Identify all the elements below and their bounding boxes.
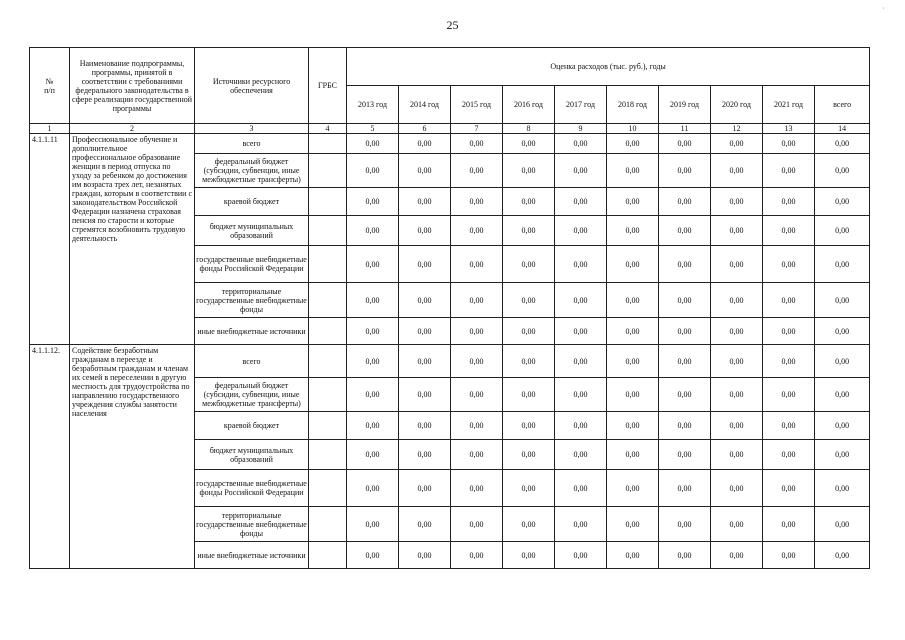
- value-cell: 0,00: [659, 154, 711, 188]
- value-cell: 0,00: [503, 154, 555, 188]
- section-code: 4.1.1.11: [30, 134, 70, 345]
- table-row: [30, 345, 870, 378]
- value-cell: 0,00: [399, 216, 451, 246]
- value-cell: 0,00: [347, 470, 399, 507]
- value-cell: 0,00: [555, 345, 607, 378]
- value-cell: 0,00: [503, 507, 555, 542]
- value-cell: 0,00: [503, 246, 555, 283]
- grbs-cell: [309, 154, 347, 188]
- header-sources: Источники ресурсного обеспечения: [195, 48, 309, 124]
- value-cell: 0,00: [399, 378, 451, 412]
- value-cell: 0,00: [607, 318, 659, 345]
- value-cell: 0,00: [555, 542, 607, 569]
- grbs-cell: [309, 188, 347, 216]
- budget-table: [29, 47, 870, 569]
- header-name: Наименование подпрограммы, программы, принятой в соответствии с требованиями федерального законодательства в сфере реализации государственной программы: [70, 48, 195, 124]
- grbs-cell: [309, 345, 347, 378]
- value-cell: 0,00: [503, 188, 555, 216]
- header-year: 2017 год: [555, 86, 607, 124]
- value-cell: 0,00: [503, 283, 555, 318]
- value-cell: 0,00: [659, 134, 711, 154]
- value-cell: 0,00: [503, 412, 555, 440]
- value-cell: 0,00: [711, 154, 763, 188]
- column-number: 10: [607, 124, 659, 134]
- value-cell: 0,00: [763, 345, 815, 378]
- value-cell: 0,00: [451, 246, 503, 283]
- value-cell: 0,00: [399, 412, 451, 440]
- value-cell: 0,00: [347, 412, 399, 440]
- value-cell: 0,00: [763, 470, 815, 507]
- funding-source: территориальные государственные внебюджетные фонды: [195, 507, 309, 542]
- value-cell: 0,00: [555, 378, 607, 412]
- value-cell: 0,00: [347, 440, 399, 470]
- value-cell: 0,00: [607, 542, 659, 569]
- value-cell: 0,00: [555, 318, 607, 345]
- value-cell: 0,00: [451, 283, 503, 318]
- value-cell: 0,00: [815, 542, 870, 569]
- value-cell: 0,00: [711, 378, 763, 412]
- value-cell: 0,00: [399, 345, 451, 378]
- value-cell: 0,00: [659, 542, 711, 569]
- value-cell: 0,00: [555, 412, 607, 440]
- value-cell: 0,00: [711, 134, 763, 154]
- grbs-cell: [309, 542, 347, 569]
- value-cell: 0,00: [763, 507, 815, 542]
- column-number: 4: [309, 124, 347, 134]
- value-cell: 0,00: [347, 283, 399, 318]
- value-cell: 0,00: [607, 188, 659, 216]
- funding-source: всего: [195, 345, 309, 378]
- value-cell: 0,00: [399, 440, 451, 470]
- value-cell: 0,00: [815, 345, 870, 378]
- value-cell: 0,00: [815, 440, 870, 470]
- header-year: 2013 год: [347, 86, 399, 124]
- value-cell: 0,00: [763, 283, 815, 318]
- value-cell: 0,00: [451, 378, 503, 412]
- funding-source: иные внебюджетные источники: [195, 318, 309, 345]
- funding-source: всего: [195, 134, 309, 154]
- funding-source: краевой бюджет: [195, 188, 309, 216]
- value-cell: 0,00: [659, 507, 711, 542]
- value-cell: 0,00: [503, 345, 555, 378]
- value-cell: 0,00: [451, 216, 503, 246]
- header-year: 2016 год: [503, 86, 555, 124]
- grbs-cell: [309, 318, 347, 345]
- value-cell: 0,00: [711, 188, 763, 216]
- value-cell: 0,00: [451, 542, 503, 569]
- grbs-cell: [309, 378, 347, 412]
- corner-mark: ˙: [882, 6, 885, 15]
- section-code: 4.1.1.12.: [30, 345, 70, 569]
- value-cell: 0,00: [711, 440, 763, 470]
- value-cell: 0,00: [555, 134, 607, 154]
- funding-source: бюджет муниципальных образований: [195, 216, 309, 246]
- value-cell: 0,00: [815, 216, 870, 246]
- value-cell: 0,00: [659, 470, 711, 507]
- value-cell: 0,00: [555, 283, 607, 318]
- column-number: 9: [555, 124, 607, 134]
- value-cell: 0,00: [503, 318, 555, 345]
- value-cell: 0,00: [763, 134, 815, 154]
- table-row: [30, 134, 870, 154]
- value-cell: 0,00: [815, 283, 870, 318]
- value-cell: 0,00: [503, 542, 555, 569]
- value-cell: 0,00: [815, 470, 870, 507]
- value-cell: 0,00: [555, 470, 607, 507]
- value-cell: 0,00: [503, 378, 555, 412]
- value-cell: 0,00: [607, 283, 659, 318]
- grbs-cell: [309, 216, 347, 246]
- value-cell: 0,00: [451, 412, 503, 440]
- header-year: 2020 год: [711, 86, 763, 124]
- value-cell: 0,00: [347, 507, 399, 542]
- value-cell: 0,00: [763, 246, 815, 283]
- value-cell: 0,00: [555, 246, 607, 283]
- value-cell: 0,00: [607, 412, 659, 440]
- value-cell: 0,00: [399, 470, 451, 507]
- value-cell: 0,00: [347, 542, 399, 569]
- header-year: 2021 год: [763, 86, 815, 124]
- value-cell: 0,00: [451, 134, 503, 154]
- value-cell: 0,00: [451, 318, 503, 345]
- value-cell: 0,00: [555, 188, 607, 216]
- value-cell: 0,00: [763, 542, 815, 569]
- value-cell: 0,00: [815, 188, 870, 216]
- value-cell: 0,00: [659, 345, 711, 378]
- value-cell: 0,00: [451, 440, 503, 470]
- column-number: 2: [70, 124, 195, 134]
- value-cell: 0,00: [763, 216, 815, 246]
- value-cell: 0,00: [763, 378, 815, 412]
- column-number: 14: [815, 124, 870, 134]
- value-cell: 0,00: [607, 378, 659, 412]
- funding-source: краевой бюджет: [195, 412, 309, 440]
- grbs-cell: [309, 440, 347, 470]
- value-cell: 0,00: [815, 246, 870, 283]
- grbs-cell: [309, 470, 347, 507]
- value-cell: 0,00: [503, 470, 555, 507]
- header-year: 2015 год: [451, 86, 503, 124]
- value-cell: 0,00: [347, 345, 399, 378]
- column-number: 3: [195, 124, 309, 134]
- value-cell: 0,00: [503, 216, 555, 246]
- value-cell: 0,00: [659, 188, 711, 216]
- value-cell: 0,00: [399, 283, 451, 318]
- grbs-cell: [309, 134, 347, 154]
- value-cell: 0,00: [659, 440, 711, 470]
- column-number: 13: [763, 124, 815, 134]
- funding-source: государственные внебюджетные фонды Российской Федерации: [195, 470, 309, 507]
- grbs-cell: [309, 507, 347, 542]
- value-cell: 0,00: [503, 440, 555, 470]
- value-cell: 0,00: [711, 345, 763, 378]
- value-cell: 0,00: [659, 378, 711, 412]
- value-cell: 0,00: [815, 412, 870, 440]
- value-cell: 0,00: [659, 246, 711, 283]
- value-cell: 0,00: [659, 283, 711, 318]
- value-cell: 0,00: [347, 134, 399, 154]
- value-cell: 0,00: [347, 378, 399, 412]
- value-cell: 0,00: [815, 318, 870, 345]
- column-number: 1: [30, 124, 70, 134]
- value-cell: 0,00: [711, 507, 763, 542]
- column-number: 11: [659, 124, 711, 134]
- column-number: 8: [503, 124, 555, 134]
- value-cell: 0,00: [347, 246, 399, 283]
- value-cell: 0,00: [451, 154, 503, 188]
- funding-source: иные внебюджетные источники: [195, 542, 309, 569]
- column-number: 7: [451, 124, 503, 134]
- value-cell: 0,00: [763, 318, 815, 345]
- header-year: 2018 год: [607, 86, 659, 124]
- value-cell: 0,00: [815, 154, 870, 188]
- value-cell: 0,00: [763, 440, 815, 470]
- value-cell: 0,00: [711, 216, 763, 246]
- page-number: 25: [446, 18, 459, 32]
- value-cell: 0,00: [763, 154, 815, 188]
- value-cell: 0,00: [399, 246, 451, 283]
- value-cell: 0,00: [711, 318, 763, 345]
- funding-source: федеральный бюджет (субсидии, субвенции, иные межбюджетные трансферты): [195, 154, 309, 188]
- value-cell: 0,00: [451, 345, 503, 378]
- grbs-cell: [309, 246, 347, 283]
- header-estimate: Оценка расходов (тыс. руб.), годы: [347, 48, 870, 86]
- value-cell: 0,00: [711, 246, 763, 283]
- funding-source: государственные внебюджетные фонды Российской Федерации: [195, 246, 309, 283]
- value-cell: 0,00: [451, 188, 503, 216]
- value-cell: 0,00: [607, 470, 659, 507]
- value-cell: 0,00: [607, 345, 659, 378]
- value-cell: 0,00: [347, 318, 399, 345]
- value-cell: 0,00: [607, 440, 659, 470]
- value-cell: 0,00: [399, 154, 451, 188]
- grbs-cell: [309, 283, 347, 318]
- value-cell: 0,00: [399, 318, 451, 345]
- value-cell: 0,00: [451, 470, 503, 507]
- funding-source: бюджет муниципальных образований: [195, 440, 309, 470]
- header-year: 2014 год: [399, 86, 451, 124]
- header-year: 2019 год: [659, 86, 711, 124]
- section-name: Профессиональное обучение и дополнительное профессиональное образование женщин в период отпуска по уходу за ребенком до достижения им возраста трех лет, незанятых граждан, которым в соответствии с законодательством Российской Федерации назначена страховая пенсия по старости и которые стремятся возобновить трудовую деятельность: [70, 134, 195, 345]
- value-cell: 0,00: [607, 246, 659, 283]
- header-grbs: ГРБС: [309, 48, 347, 124]
- column-number: 6: [399, 124, 451, 134]
- value-cell: 0,00: [399, 134, 451, 154]
- value-cell: 0,00: [763, 412, 815, 440]
- value-cell: 0,00: [347, 216, 399, 246]
- value-cell: 0,00: [555, 216, 607, 246]
- value-cell: 0,00: [607, 507, 659, 542]
- column-number: 5: [347, 124, 399, 134]
- funding-source: федеральный бюджет (субсидии, субвенции, иные межбюджетные трансферты): [195, 378, 309, 412]
- value-cell: 0,00: [503, 134, 555, 154]
- value-cell: 0,00: [607, 134, 659, 154]
- value-cell: 0,00: [659, 318, 711, 345]
- value-cell: 0,00: [451, 507, 503, 542]
- value-cell: 0,00: [815, 134, 870, 154]
- funding-source: территориальные государственные внебюджетные фонды: [195, 283, 309, 318]
- value-cell: 0,00: [711, 412, 763, 440]
- value-cell: 0,00: [555, 154, 607, 188]
- grbs-cell: [309, 412, 347, 440]
- section-name: Содействие безработным гражданам в переезде и безработным гражданам и членам их семей в переселении в другую местность для трудоустройства по направлению государственного учреждения службы занятости населения: [70, 345, 195, 569]
- value-cell: 0,00: [347, 154, 399, 188]
- value-cell: 0,00: [711, 542, 763, 569]
- value-cell: 0,00: [607, 216, 659, 246]
- value-cell: 0,00: [607, 154, 659, 188]
- value-cell: 0,00: [659, 412, 711, 440]
- value-cell: 0,00: [399, 507, 451, 542]
- value-cell: 0,00: [399, 188, 451, 216]
- value-cell: 0,00: [555, 507, 607, 542]
- value-cell: 0,00: [399, 542, 451, 569]
- value-cell: 0,00: [815, 378, 870, 412]
- value-cell: 0,00: [711, 470, 763, 507]
- value-cell: 0,00: [815, 507, 870, 542]
- value-cell: 0,00: [763, 188, 815, 216]
- column-number: 12: [711, 124, 763, 134]
- value-cell: 0,00: [711, 283, 763, 318]
- value-cell: 0,00: [555, 440, 607, 470]
- value-cell: 0,00: [347, 188, 399, 216]
- value-cell: 0,00: [659, 216, 711, 246]
- header-year: всего: [815, 86, 870, 124]
- header-num: № п/п: [30, 48, 70, 124]
